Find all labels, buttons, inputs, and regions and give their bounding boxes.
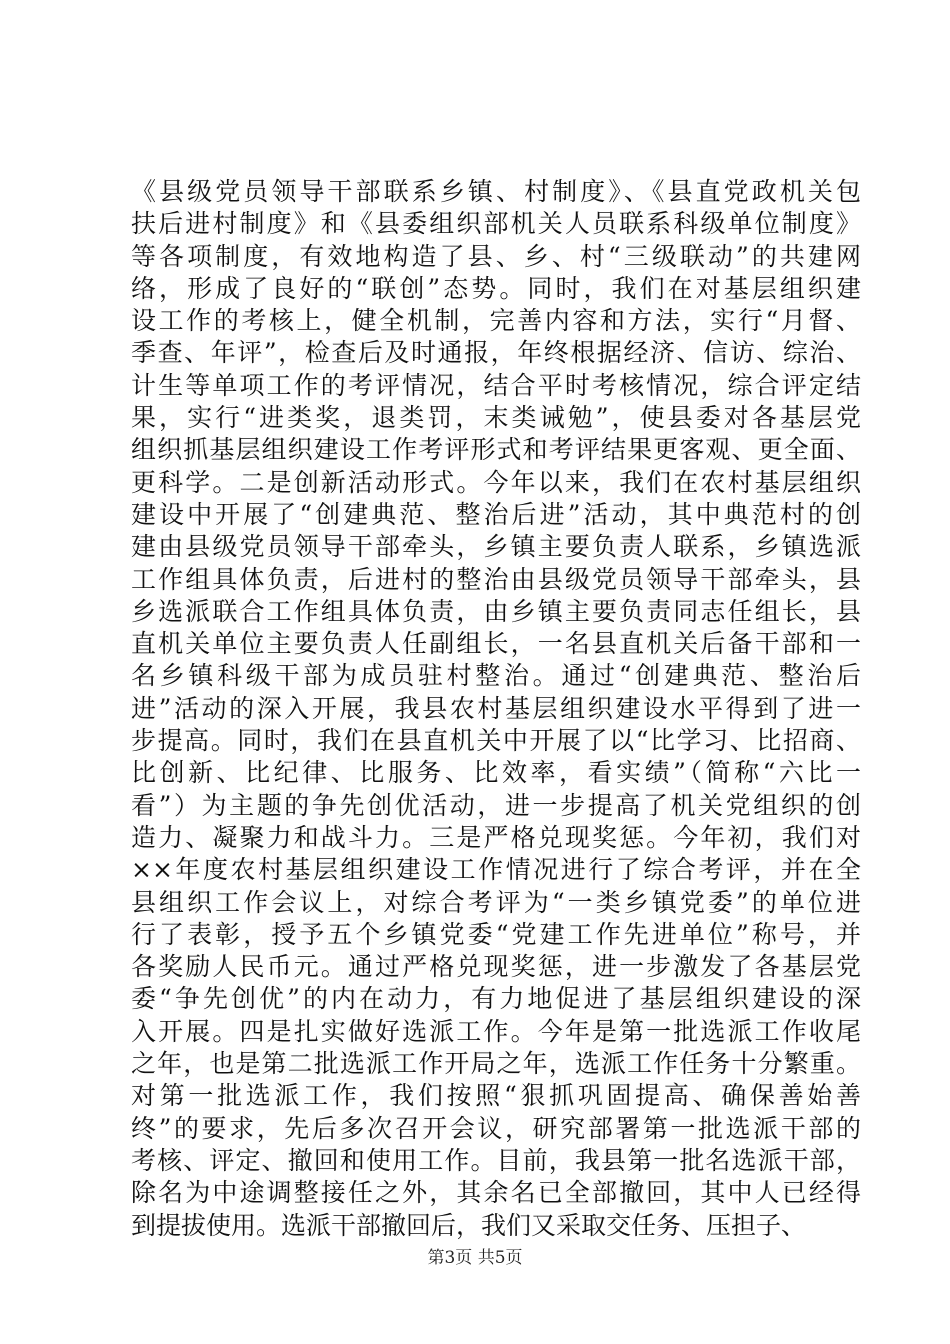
text-line: 行了表彰，授予五个乡镇党委“党建工作先进单位”称号，并: [131, 919, 861, 949]
body-paragraph: [131, 176, 861, 1242]
text-line: ××年度农村基层组织建设工作情况进行了综合考评，并在全: [131, 855, 861, 885]
text-line: 县组织工作会议上，对综合考评为“一类乡镇党委”的单位进: [131, 887, 861, 917]
text-line: 建由县级党员领导干部牵头，乡镇主要负责人联系，乡镇选派: [131, 532, 861, 562]
text-line: 名乡镇科级干部为成员驻村整治。通过“创建典范、整治后: [131, 661, 861, 691]
text-line: 到提拔使用。选派干部撤回后，我们又采取交任务、压担子、: [131, 1210, 807, 1240]
text-line: 考核、评定、撤回和使用工作。目前，我县第一批名选派干部，: [131, 1145, 861, 1175]
text-line: 除名为中途调整接任之外，其余名已全部撤回，其中人已经得: [131, 1178, 861, 1208]
text-line: 更科学。二是创新活动形式。今年以来，我们在农村基层组织: [131, 467, 861, 497]
text-line: 之年，也是第二批选派工作开局之年，选派工作任务十分繁重。: [131, 1049, 861, 1079]
text-line: 进”活动的深入开展，我县农村基层组织建设水平得到了进一: [131, 693, 861, 723]
text-line: 建设中开展了“创建典范、整治后进”活动，其中典范村的创: [131, 499, 861, 529]
text-line: 比创新、比纪律、比服务、比效率，看实绩”（简称“六比一: [131, 758, 861, 788]
text-line: 步提高。同时，我们在县直机关中开展了以“比学习、比招商、: [131, 726, 861, 756]
text-line: 委“争先创优”的内在动力，有力地促进了基层组织建设的深: [131, 984, 861, 1014]
text-line: 组织抓基层组织建设工作考评形式和考评结果更客观、更全面、: [131, 435, 861, 465]
text-line: 看”）为主题的争先创优活动，进一步提高了机关党组织的创: [131, 790, 861, 820]
text-line: 果，实行“进类奖，退类罚，末类诫勉”，使县委对各基层党: [131, 403, 861, 433]
text-line: 终”的要求，先后多次召开会议，研究部署第一批选派干部的: [131, 1113, 861, 1143]
text-line: 等各项制度，有效地构造了县、乡、村“三级联动”的共建网: [131, 241, 861, 271]
text-line: 对第一批选派工作，我们按照“狠抓巩固提高、确保善始善: [131, 1081, 861, 1111]
text-line: 工作组具体负责，后进村的整治由县级党员领导干部牵头，县: [131, 564, 861, 594]
text-line: 计生等单项工作的考评情况，结合平时考核情况，综合评定结: [131, 370, 861, 400]
text-line: 扶后进村制度》和《县委组织部机关人员联系科级单位制度》: [131, 209, 861, 239]
text-line: 络，形成了良好的“联创”态势。同时，我们在对基层组织建: [131, 273, 861, 303]
text-line: 直机关单位主要负责人任副组长，一名县直机关后备干部和一: [131, 629, 861, 659]
page-footer: 第3页 共5页: [427, 1248, 523, 1268]
text-line: 《县级党员领导干部联系乡镇、村制度》、《县直党政机关包: [131, 177, 861, 206]
text-line: 各奖励人民币元。通过严格兑现奖惩，进一步激发了各基层党: [131, 952, 861, 982]
text-line: 入开展。四是扎实做好选派工作。今年是第一批选派工作收尾: [131, 1016, 861, 1046]
text-line: 造力、凝聚力和战斗力。三是严格兑现奖惩。今年初，我们对: [131, 822, 861, 852]
text-line: 设工作的考核上，健全机制，完善内容和方法，实行“月督、: [131, 306, 861, 336]
text-line: 乡选派联合工作组具体负责，由乡镇主要负责同志任组长，县: [131, 596, 861, 626]
text-line: 季查、年评”，检查后及时通报，年终根据经济、信访、综治、: [131, 338, 861, 368]
